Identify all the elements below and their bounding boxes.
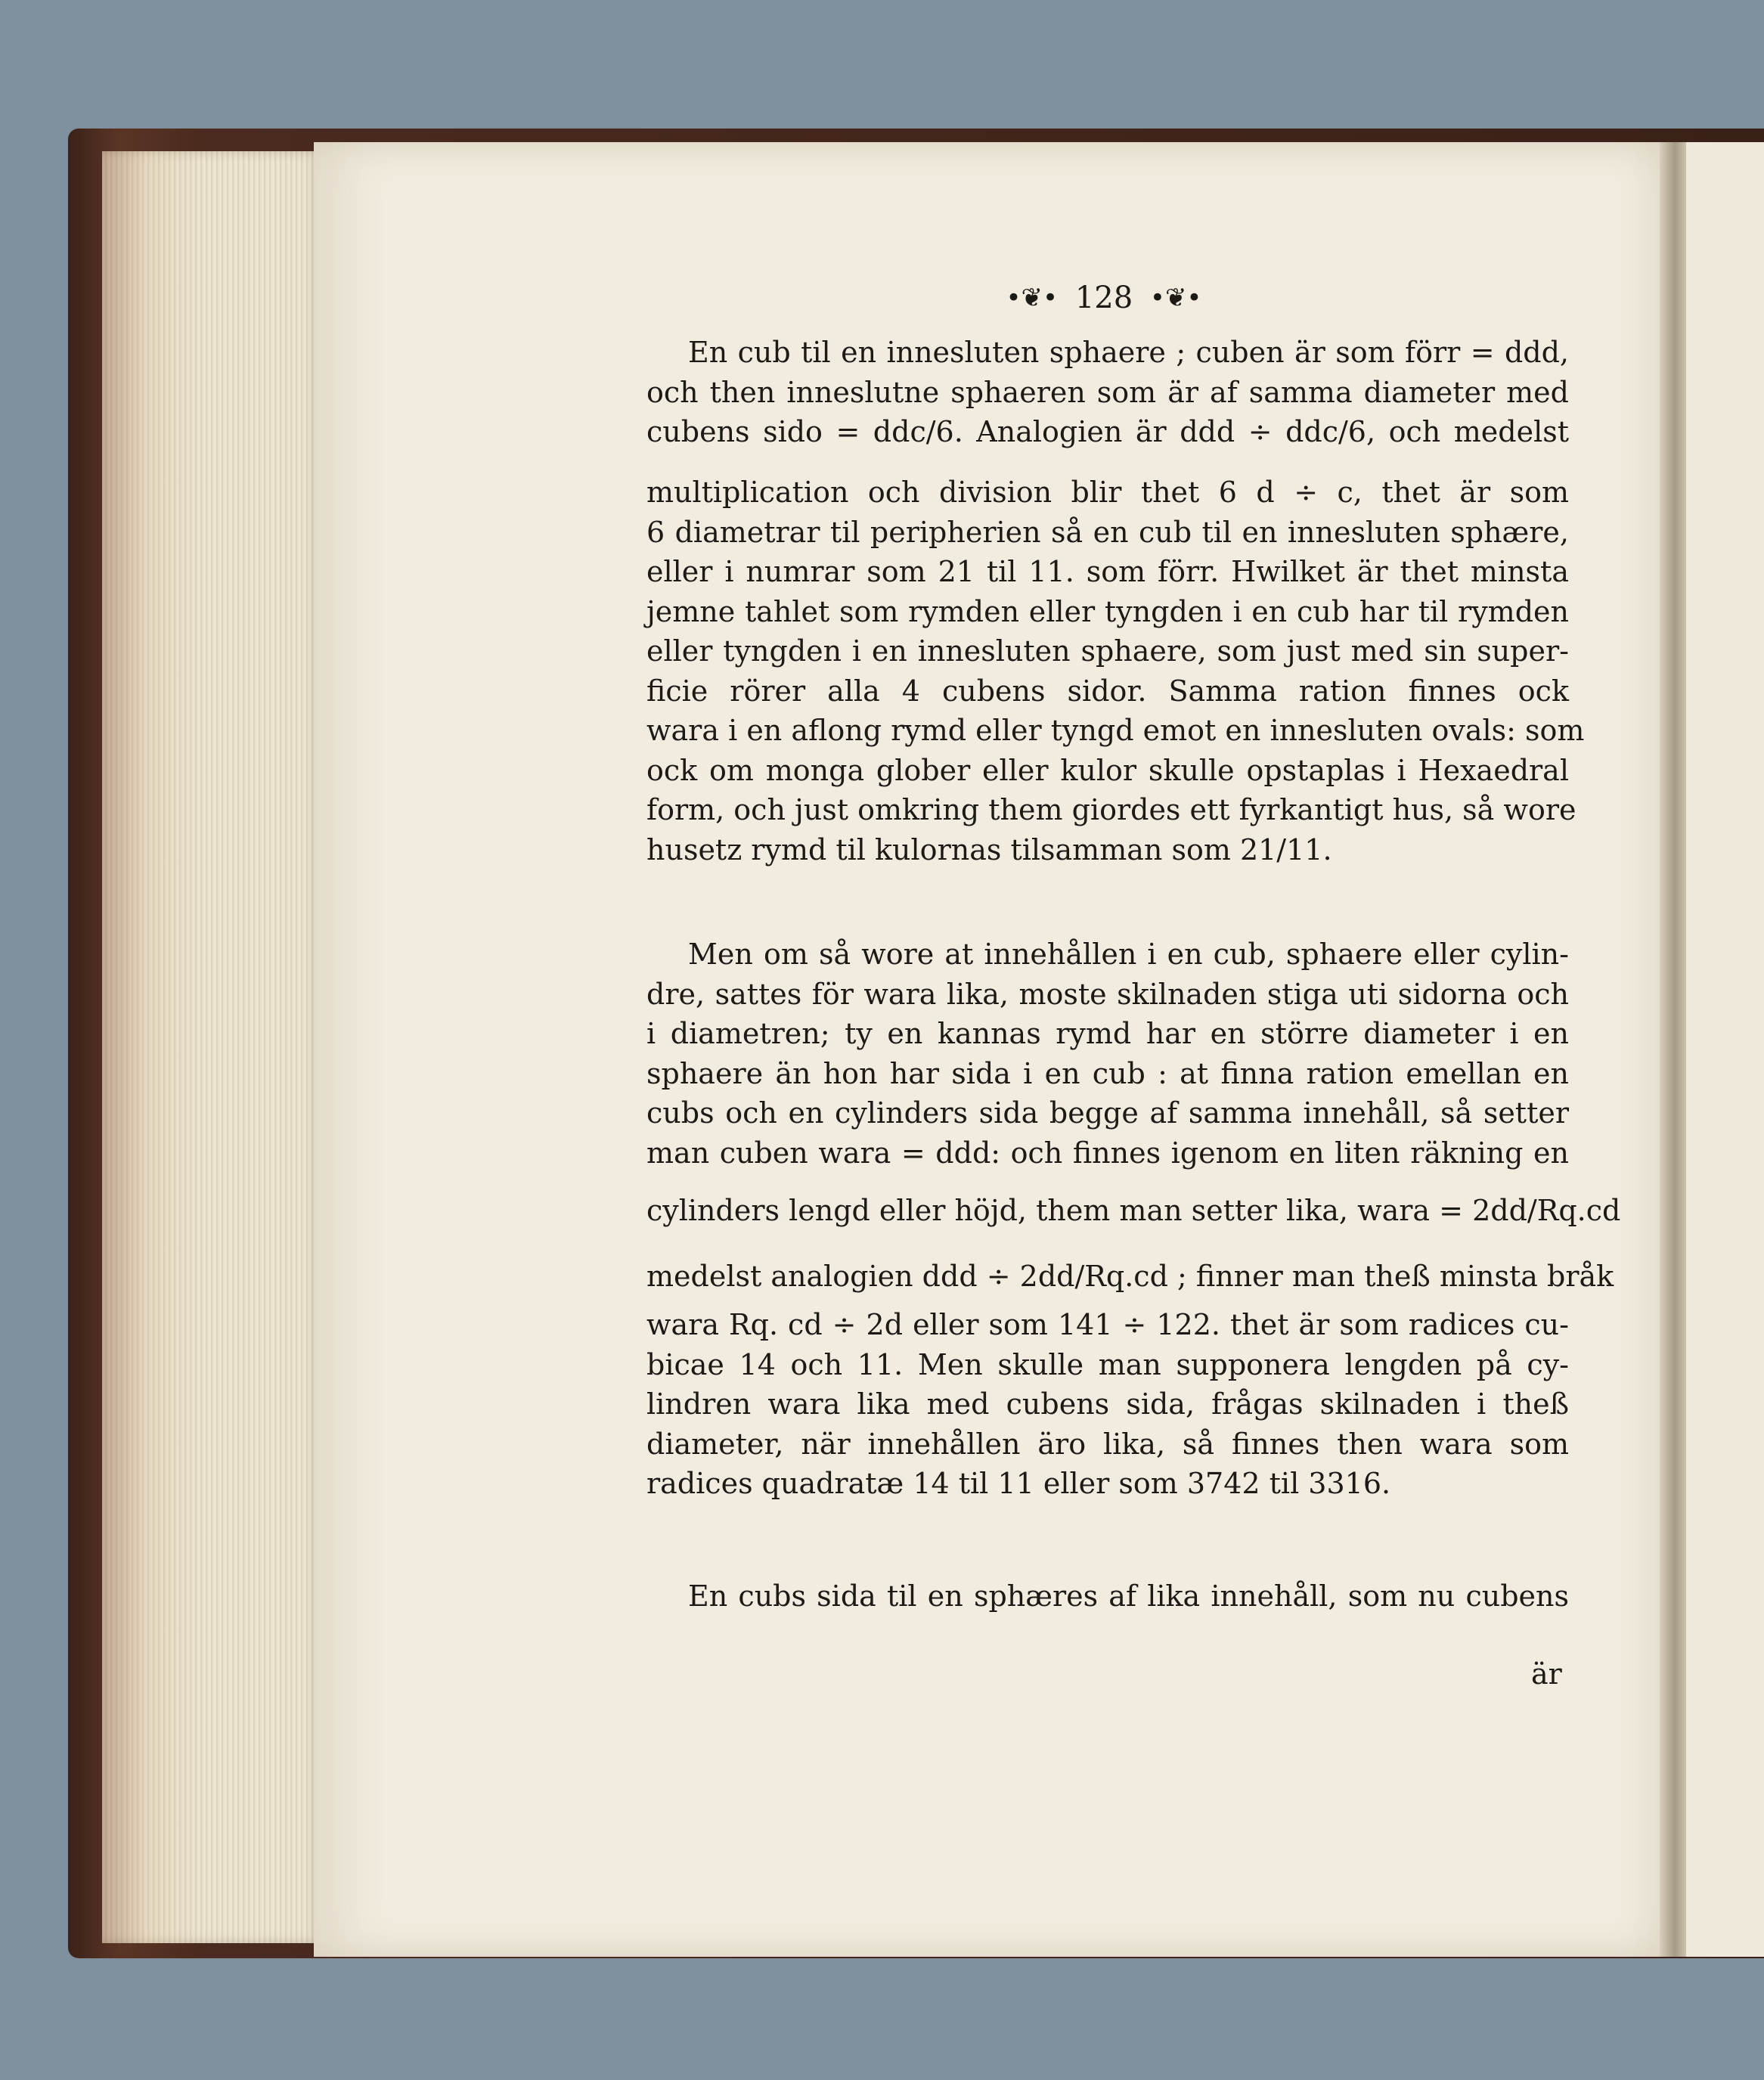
book-gutter bbox=[1660, 142, 1690, 1957]
text-line: eller i numrar som 21 til 11. som förr. Hwilket är thet minsta bbox=[646, 555, 1569, 588]
text-line: i diametren; ty en kannas rymd har en större diameter i en bbox=[646, 1017, 1569, 1050]
text-line: man cuben wara = ddd: och finnes igenom en liten räkning en bbox=[646, 1136, 1569, 1170]
ornament-right-icon: •❦• bbox=[1149, 283, 1202, 313]
facing-page-edge bbox=[1686, 142, 1764, 1957]
text-line: cubs och en cylinders sida begge af samma innehåll, så setter bbox=[646, 1096, 1569, 1130]
text-line: husetz rymd til kulornas tilsamman som 21/11. bbox=[646, 832, 1332, 866]
page-header bbox=[975, 278, 1232, 321]
paragraph-2 bbox=[646, 935, 1621, 1504]
ornament-left-icon: •❦• bbox=[1006, 283, 1059, 313]
text-line: cylinders lengd eller höjd, them man setter lika, wara = 2dd/Rq.cd bbox=[646, 1194, 1621, 1227]
text-line: wara i en aflong rymd eller tyngd emot en innesluten ovals: som bbox=[646, 714, 1585, 747]
text-line: diameter, när innehållen äro lika, så finnes then wara som bbox=[646, 1427, 1569, 1461]
text-line: medelst analogien ddd ÷ 2dd/Rq.cd ; finner man theß minsta bråk bbox=[646, 1260, 1614, 1293]
paragraph-3 bbox=[646, 1576, 1569, 1617]
text-line: En cubs sida til en sphæres af lika innehåll, som nu cubens bbox=[688, 1579, 1569, 1613]
text-line: jemne tahlet som rymden eller tyngden i en cub har til rymden bbox=[646, 594, 1569, 628]
paragraph-1 bbox=[646, 333, 1585, 870]
text-line: ficie rörer alla 4 cubens sidor. Samma ration finnes ock bbox=[646, 674, 1569, 708]
text-line: sphaere än hon har sida i en cub : at finna ration emellan en bbox=[646, 1056, 1569, 1090]
text-line: wara Rq. cd ÷ 2d eller som 141 ÷ 122. thet är som radices cu- bbox=[646, 1308, 1569, 1341]
page-edges bbox=[102, 151, 321, 1943]
text-line: En cub til en innesluten sphaere ; cuben är som förr = ddd, bbox=[688, 336, 1569, 369]
text-line: ock om monga glober eller kulor skulle opstaplas i Hexaedral bbox=[646, 753, 1569, 787]
text-line: multiplication och division blir thet 6 d ÷ c, thet är som bbox=[646, 476, 1569, 509]
text-line: dre, sattes för wara lika, moste skilnaden stiga uti sidorna och bbox=[646, 977, 1569, 1011]
page-number: 128 bbox=[1074, 281, 1133, 315]
paragraph-gap bbox=[646, 1504, 1569, 1576]
text-line: form, och just omkring them giordes ett fyrkantigt hus, så wore bbox=[646, 793, 1576, 826]
page-text bbox=[646, 333, 1621, 1616]
text-line: lindren wara lika med cubens sida, frågas skilnaden i theß bbox=[646, 1387, 1569, 1421]
text-line: Men om så wore at innehållen i en cub, sphaere eller cylin- bbox=[688, 938, 1569, 971]
text-line: eller tyngden i en innesluten sphaere, som just med sin super- bbox=[646, 634, 1569, 668]
paragraph-gap bbox=[646, 870, 1569, 935]
text-line: bicae 14 och 11. Men skulle man supponera lengden på cy- bbox=[646, 1347, 1569, 1381]
text-line: 6 diametrar til peripherien så en cub til en innesluten sphære, bbox=[646, 515, 1569, 549]
catchword: är bbox=[1531, 1657, 1562, 1691]
text-line: radices quadratæ 14 til 11 eller som 3742 til 3316. bbox=[646, 1467, 1391, 1500]
text-line: cubens sido = ddc/6. Analogien är ddd ÷ ddc/6, och medelst bbox=[646, 415, 1569, 448]
text-line: och then inneslutne sphaeren som är af samma diameter med bbox=[646, 375, 1569, 409]
